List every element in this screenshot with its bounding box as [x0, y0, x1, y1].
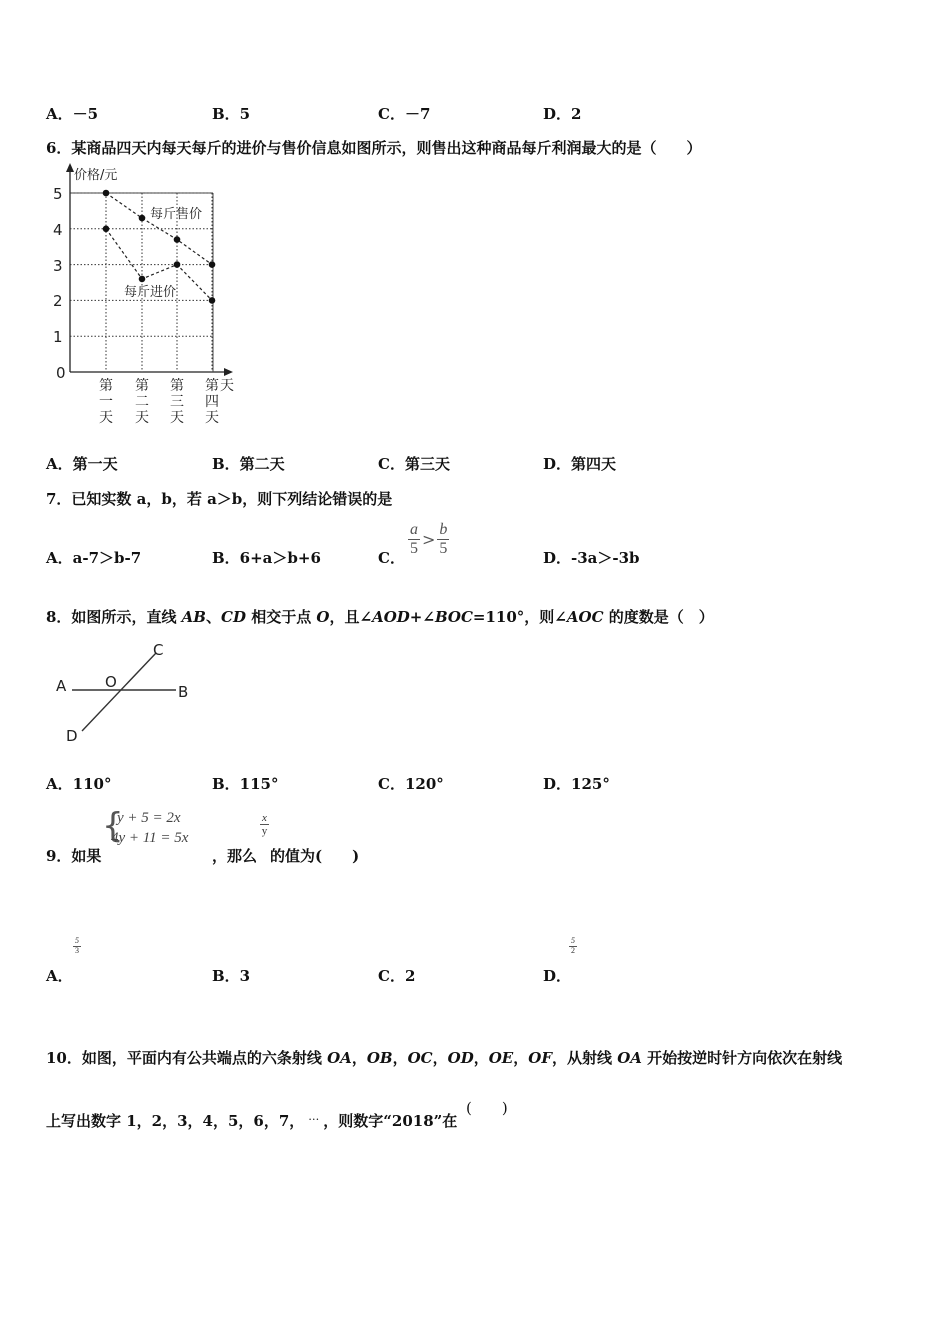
q9-equation-system [102, 808, 212, 850]
chart-ylabel: 价格/元 [74, 168, 118, 183]
x-tick-label-char: 天 [205, 410, 219, 426]
q9-option-b: B．3 [212, 967, 251, 985]
q8-text: =110°，则∠ [472, 608, 567, 626]
q10-line-1 [46, 1047, 842, 1068]
point-o-label: O [105, 673, 117, 691]
q10-sep: ， [351, 1049, 367, 1067]
q8-text: 的度数是（ ） [603, 608, 714, 626]
q8-text: +∠ [409, 608, 435, 626]
ray-ob: OB [366, 1049, 393, 1067]
q10-text: 10．如图，平面内有公共端点的六条射线 [46, 1049, 328, 1067]
sell-price-point-2 [139, 215, 146, 222]
q8-angle-aoc: AOC [566, 608, 604, 626]
point-c-label: C [153, 641, 164, 659]
x-tick-label-char: 第 [170, 378, 184, 394]
q9-option-a-fraction [73, 936, 81, 955]
x-tick-label-char: 天 [99, 410, 113, 426]
frac-numerator: x [262, 812, 267, 824]
q10-sep: ， [513, 1049, 529, 1067]
frac-numerator: a [410, 521, 418, 538]
x-tick-label-char: 天 [170, 410, 184, 426]
q9-option-d-fraction [569, 936, 577, 955]
q9-suffix: 的值为( ) [270, 847, 360, 865]
ray-oa-start: OA [617, 1049, 642, 1067]
frac-numerator: 5 [75, 935, 79, 945]
q5-option-b: B．5 [212, 105, 251, 123]
q6-option-c: C．第三天 [378, 455, 450, 473]
q7-option-c-inequality [408, 521, 449, 557]
q8-intersecting-lines-figure [50, 635, 210, 750]
x-tick-label-char: 四 [205, 394, 219, 410]
y-tick-1: 1 [53, 328, 63, 346]
buy-price-point-4 [209, 297, 216, 304]
q8-text: 相交于点 [245, 608, 317, 626]
point-d-label: D [66, 727, 78, 745]
ray-oa: OA [327, 1049, 352, 1067]
frac-numerator: 5 [571, 935, 575, 945]
greater-than-sign: > [422, 529, 436, 549]
y-axis-arrow [66, 163, 74, 172]
q10-sep: ， [473, 1049, 489, 1067]
ray-of: OF [528, 1049, 552, 1067]
q9-equation-2: 4y + 11 = 5x [111, 830, 189, 846]
x-axis-unit: 天 [220, 378, 234, 394]
q8-option-a: A．110° [46, 775, 112, 793]
x-axis-arrow [224, 368, 233, 376]
point-a-label: A [56, 677, 67, 695]
q8-option-c: C．120° [378, 775, 444, 793]
q8-text: 、 [206, 608, 222, 626]
point-b-label: B [178, 683, 189, 701]
frac-denominator: 5 [439, 539, 448, 557]
q6-price-chart [40, 160, 260, 435]
sell-price-point-3 [174, 236, 181, 243]
q9-option-a: A． [46, 967, 73, 985]
q10-ellipsis: … [308, 1110, 320, 1123]
q5-option-c: C．－7 [378, 105, 431, 123]
frac-denominator: 3 [75, 945, 79, 955]
ray-oe: OE [488, 1049, 514, 1067]
q6-stem: 6．某商品四天内每天每斤的进价与售价信息如图所示，则售出这种商品每斤利润最大的是（ ） [46, 139, 702, 157]
ray-oc: OC [407, 1049, 433, 1067]
q5-option-d: D．2 [543, 105, 582, 123]
sell-price-point-1 [103, 190, 110, 197]
q6-option-d: D．第四天 [543, 455, 617, 473]
x-tick-label-char: 一 [99, 394, 113, 410]
q8-angle-aod: AOD [372, 608, 410, 626]
q5-option-a: A．－5 [46, 105, 99, 123]
q10-sep: ， [392, 1049, 408, 1067]
q8-line-ab: AB [181, 608, 206, 626]
q8-option-d: D．125° [543, 775, 610, 793]
y-tick-2: 2 [53, 292, 63, 310]
frac-b-over-5 [437, 521, 449, 557]
q9-prefix: 9．如果 [46, 847, 102, 865]
q7-option-d: D．-3a＞-3b [543, 549, 640, 567]
q9-option-c: C．2 [378, 967, 416, 985]
q8-option-b: B．115° [212, 775, 279, 793]
buy-price-point-3 [174, 261, 181, 268]
q10-text: ，从射线 [551, 1049, 618, 1067]
y-tick-5: 5 [53, 185, 63, 203]
frac-denominator: y [261, 825, 268, 838]
label-sell-price: 每斤售价 [150, 207, 203, 222]
frac-denominator: 5 [410, 539, 418, 557]
x-tick-label-char: 三 [170, 394, 184, 410]
x-tick-label-char: 第 [99, 378, 113, 394]
q10-text: 上写出数字 1，2，3，4，5，6，7， [46, 1112, 305, 1130]
q10-text: ，则数字“2018”在 [323, 1112, 458, 1130]
x-tick-label-char: 第 [205, 378, 219, 394]
q10-line-2 [46, 1110, 457, 1131]
q7-option-a: A．a-7＞b-7 [46, 549, 142, 567]
y-tick-4: 4 [53, 221, 63, 239]
q10-answer-paren: ( ) [466, 1099, 508, 1117]
line-cd [82, 653, 156, 731]
q9-equation-1: y + 5 = 2x [117, 810, 181, 826]
q7-option-b: B．6+a＞b+6 [212, 549, 321, 567]
frac-denominator: 2 [571, 945, 575, 955]
x-tick-labels [99, 378, 219, 426]
q6-option-a: A．第一天 [46, 455, 118, 473]
q10-text: 开始按逆时针方向依次在射线 [641, 1049, 843, 1067]
buy-price-point-2 [139, 276, 146, 283]
x-tick-label-char: 第 [135, 378, 149, 394]
buy-price-point-1 [103, 226, 110, 233]
y-tick-0: 0 [56, 364, 66, 382]
label-buy-price: 每斤进价 [124, 285, 177, 300]
frac-a-over-5 [408, 521, 420, 557]
q9-x-over-y [260, 812, 269, 837]
q7-stem: 7．已知实数 a，b，若 a＞b，则下列结论错误的是 [46, 490, 393, 508]
q6-option-b: B．第二天 [212, 455, 285, 473]
q10-sep: ， [432, 1049, 448, 1067]
frac-numerator: b [439, 521, 448, 538]
y-tick-labels [53, 185, 66, 382]
q7-option-c: C． [378, 549, 405, 567]
q9-option-d: D． [543, 967, 572, 985]
ray-od: OD [447, 1049, 474, 1067]
q8-text: 8．如图所示，直线 [46, 608, 182, 626]
x-tick-label-char: 天 [135, 410, 149, 426]
q8-line-cd: CD [221, 608, 246, 626]
q9-mid-text: ，那么 [212, 847, 258, 865]
q8-point-o: O [316, 608, 330, 626]
sell-price-point-4 [209, 261, 216, 268]
left-brace: { [102, 806, 124, 846]
x-tick-label-char: 二 [135, 394, 149, 410]
q8-angle-boc: BOC [434, 608, 473, 626]
q8-text: ，且∠ [329, 608, 373, 626]
q8-stem [46, 606, 714, 627]
y-tick-3: 3 [53, 257, 63, 275]
